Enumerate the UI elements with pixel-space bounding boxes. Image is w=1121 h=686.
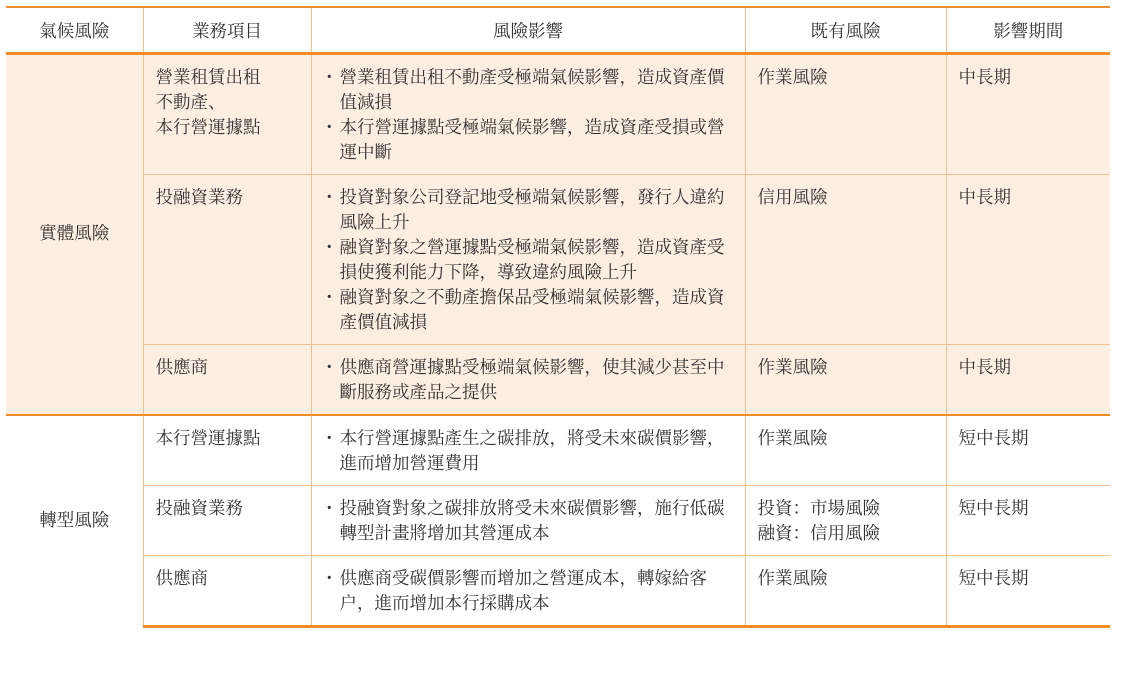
table-row [6,345,1110,416]
category-cell: 轉型風險 [6,415,143,627]
impact-item: ・ 融資對象之不動產擔保品受極端氣候影響，造成資產價值減損 [324,286,733,336]
existing-risk-line: 融資：信用風險 [757,524,880,544]
impact-period-cell: 短中長期 [946,486,1110,556]
risk-impact-cell [311,486,745,556]
impact-period-cell: 短中長期 [946,556,1110,627]
business-item-line: 本行營運據點 [155,429,261,449]
business-item-line: 投融資業務 [155,499,243,519]
header-climate-risk: 氣候風險 [39,21,110,42]
existing-risk-cell [745,556,946,627]
existing-risk-cell [745,345,946,416]
impact-item: ・ 投資對象公司登記地受極端氣候影響，發行人違約風險上升 [324,186,733,236]
impact-item: ・ 供應商營運據點受極端氣候影響，使其減少甚至中斷服務或產品之提供 [324,356,733,406]
business-item-line: 營業租賃出租 [155,68,261,88]
existing-risk-line: 投資：市場風險 [757,499,880,519]
header-row [6,7,1110,54]
table-row [6,54,1110,175]
impact-period-cell: 中長期 [946,54,1110,175]
table-row [6,556,1110,627]
risk-impact-cell [311,556,745,627]
impact-list [324,186,733,336]
business-item-line: 不動產、 [155,93,226,113]
business-item-cell [143,345,311,416]
existing-risk-cell [745,415,946,486]
business-item-cell [143,556,311,627]
impact-list [324,66,733,166]
business-item-line: 供應商 [155,358,208,378]
impact-list [324,356,733,406]
risk-impact-cell [311,175,745,345]
physical-risk-group [6,54,1110,416]
impact-list [324,567,733,617]
business-item-cell [143,415,311,486]
impact-item: ・ 本行營運據點產生之碳排放，將受未來碳價影響，進而增加營運費用 [324,427,733,477]
existing-risk-line: 作業風險 [757,569,828,589]
risk-impact-cell [311,345,745,416]
impact-item: ・ 本行營運據點受極端氣候影響，造成資產受損或營運中斷 [324,116,733,166]
existing-risk-cell [745,486,946,556]
business-item-line: 供應商 [155,569,208,589]
business-item-cell [143,54,311,175]
category-cell: 實體風險 [6,54,143,416]
impact-item: ・ 融資對象之營運據點受極端氣候影響，造成資產受損使獲利能力下降，導致違約風險上升 [324,236,733,286]
business-item-cell [143,175,311,345]
impact-item: ・ 營業租賃出租不動產受極端氣候影響，造成資產價值減損 [324,66,733,116]
impact-item: ・ 供應商受碳價影響而增加之營運成本，轉嫁給客户，進而增加本行採購成本 [324,567,733,617]
business-item-line: 投融資業務 [155,188,243,208]
header-impact-period: 影響期間 [946,7,1110,54]
existing-risk-line: 作業風險 [757,429,828,449]
existing-risk-cell [745,175,946,345]
impact-period-cell: 中長期 [946,345,1110,416]
climate-risk-table [6,6,1110,628]
existing-risk-line: 作業風險 [757,68,828,88]
impact-list [324,497,733,547]
impact-period-cell: 中長期 [946,175,1110,345]
business-item-line: 本行營運據點 [155,118,261,138]
header-risk-impact: 風險影響 [311,7,745,54]
transition-risk-group [6,415,1110,627]
business-item-cell [143,486,311,556]
header-business-item: 業務項目 [143,7,311,54]
table-row [6,175,1110,345]
existing-risk-line: 作業風險 [757,358,828,378]
existing-risk-line: 信用風險 [757,188,828,208]
existing-risk-cell [745,54,946,175]
header-existing-risk: 既有風險 [745,7,946,54]
risk-impact-cell [311,415,745,486]
table-row [6,415,1110,486]
risk-impact-cell [311,54,745,175]
impact-item: ・ 投融資對象之碳排放將受未來碳價影響，施行低碳轉型計畫將增加其營運成本 [324,497,733,547]
impact-period-cell: 短中長期 [946,415,1110,486]
table-row [6,486,1110,556]
impact-list [324,427,733,477]
